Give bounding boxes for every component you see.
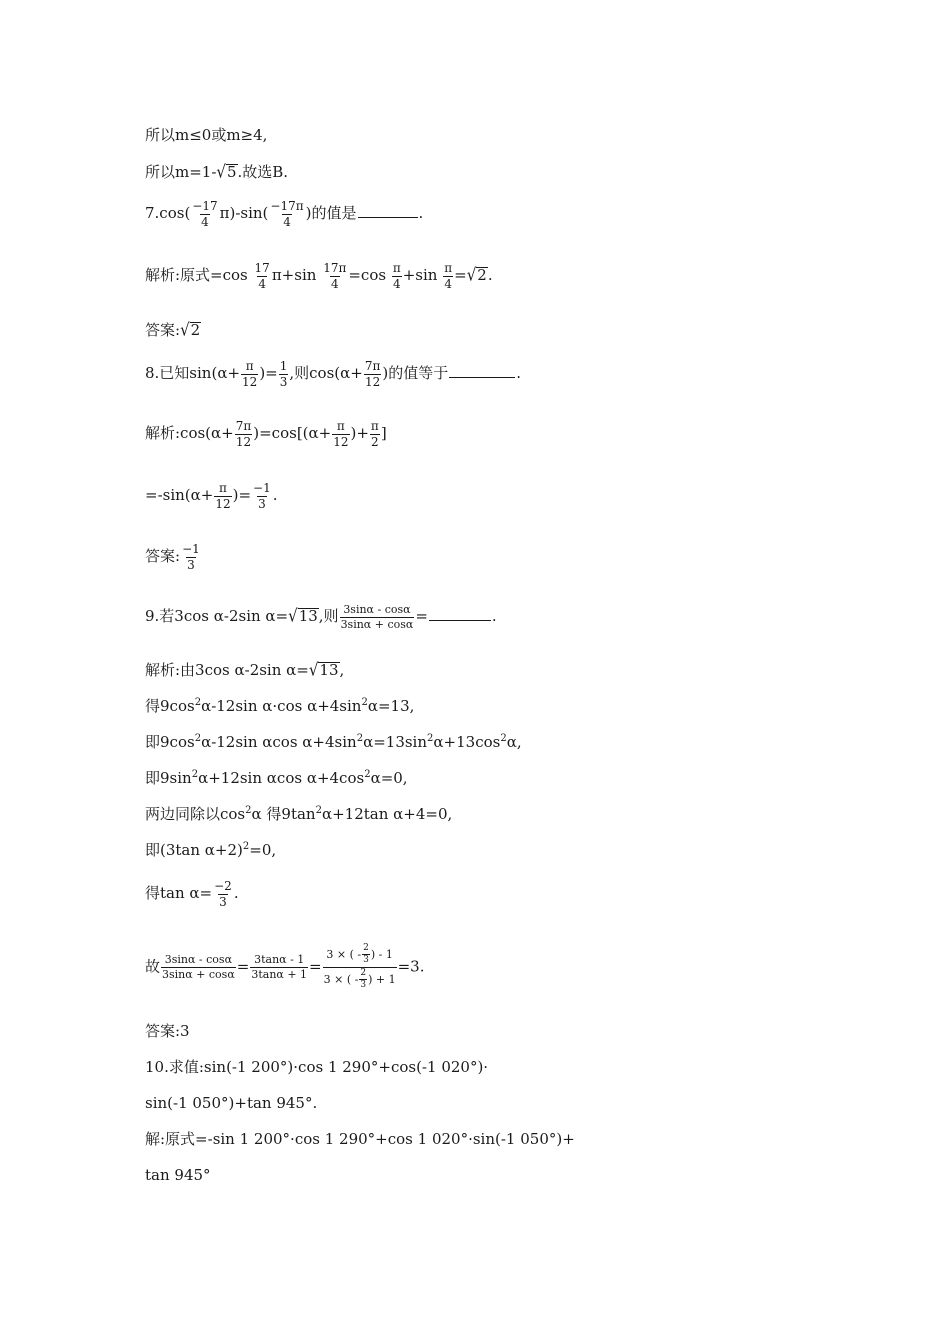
solution-8-cont xyxy=(145,482,278,510)
fraction xyxy=(181,543,201,571)
text: 3 × ( - xyxy=(323,972,359,986)
text: . xyxy=(418,204,424,223)
text: α=13, xyxy=(367,697,415,715)
text: 3 × ( - xyxy=(326,947,362,961)
text: 故 xyxy=(145,957,161,976)
answer-7 xyxy=(145,319,201,341)
text: =-sin(α+ xyxy=(145,486,214,505)
text: ) - 1 xyxy=(370,947,393,961)
superscript: 2 xyxy=(500,733,507,744)
text: ] xyxy=(380,424,387,443)
superscript: 2 xyxy=(356,733,364,744)
text: α-12sin α·cos α+4sin xyxy=(201,697,362,715)
text: =3. xyxy=(397,957,425,976)
solution-9 xyxy=(145,659,345,681)
text: α+12sin αcos α+4cos xyxy=(198,769,365,787)
solution-9-step7 xyxy=(145,880,239,908)
solution-9-step2 xyxy=(145,698,414,714)
denominator: 12 xyxy=(364,374,381,389)
fraction xyxy=(250,954,308,980)
denominator: 4 xyxy=(392,276,401,291)
fraction xyxy=(214,482,231,510)
numerator: −1 xyxy=(253,481,271,495)
text: , xyxy=(339,661,345,679)
fraction xyxy=(322,262,347,290)
numerator: 3tanα - 1 xyxy=(254,953,305,967)
denominator: 4 xyxy=(444,276,453,291)
solution-9-step4 xyxy=(145,770,408,786)
fraction xyxy=(269,200,304,228)
denominator: 4 xyxy=(330,276,339,291)
text: 两边同除以cos xyxy=(145,805,246,823)
question-7 xyxy=(145,200,423,228)
sqrt: √2 xyxy=(466,264,487,286)
sqrt: √13 xyxy=(308,659,339,681)
numerator: −1 xyxy=(182,542,200,556)
solution-9-step8 xyxy=(145,944,424,991)
solution-8 xyxy=(145,420,387,448)
denominator: 3sinα + cosα xyxy=(162,967,235,981)
numerator: π xyxy=(219,481,227,495)
radicand: 2 xyxy=(190,321,201,339)
text: = xyxy=(309,957,322,976)
superscript: 2 xyxy=(194,697,202,708)
numerator: 7π xyxy=(235,419,252,433)
numerator: −17 xyxy=(192,199,218,213)
fraction xyxy=(364,360,382,388)
text: +sin xyxy=(402,266,438,285)
fraction xyxy=(191,200,218,228)
denominator: 3 xyxy=(360,980,367,991)
text: )+ xyxy=(350,424,369,443)
question-9 xyxy=(145,604,497,630)
fraction xyxy=(332,420,349,448)
text: 得9cos xyxy=(145,697,195,715)
sqrt: √13 xyxy=(288,605,318,627)
text: α+12tan α+4=0, xyxy=(321,805,453,823)
sqrt: √2 xyxy=(180,319,201,341)
text: 解析:由3cos α-2sin α= xyxy=(145,661,309,679)
solution-10-cont: tan 945° xyxy=(145,1166,211,1184)
answer-8 xyxy=(145,543,202,571)
line-m-answer xyxy=(145,161,289,183)
text: 7.cos( xyxy=(145,204,191,223)
denominator: 12 xyxy=(215,496,231,511)
denominator: 3 xyxy=(279,374,288,389)
text: 即9sin xyxy=(145,769,192,787)
numerator: 17π xyxy=(323,261,347,275)
numerator: −2 xyxy=(214,879,232,893)
denominator: 3 xyxy=(363,955,369,966)
text: 8.已知sin(α+ xyxy=(145,364,241,383)
question-10-cont: sin(-1 050°)+tan 945°. xyxy=(145,1094,318,1112)
denominator: 3 xyxy=(258,496,266,511)
superscript: 2 xyxy=(427,733,434,744)
solution-7 xyxy=(145,262,493,290)
text: 所以m=1- xyxy=(145,163,217,181)
numerator: 2 xyxy=(360,967,367,978)
text: α=0, xyxy=(370,769,408,787)
numerator: 2 xyxy=(363,943,369,953)
fraction xyxy=(235,420,253,448)
radicand: 13 xyxy=(298,607,318,626)
text: π)-sin( xyxy=(219,204,269,223)
numerator: π xyxy=(370,419,379,433)
fraction xyxy=(279,360,289,388)
text: 9.若3cos α-2sin α= xyxy=(145,607,289,626)
line-m-range: 所以m≤0或m≥4, xyxy=(145,126,268,144)
text: α, xyxy=(506,733,522,751)
superscript: 2 xyxy=(245,805,252,816)
text: 解析:cos(α+ xyxy=(145,424,234,443)
text: =0, xyxy=(249,841,277,859)
text: =cos xyxy=(348,266,387,285)
fraction xyxy=(370,420,380,448)
answer-blank[interactable] xyxy=(429,620,491,621)
text: )的值等于 xyxy=(382,364,449,383)
numerator: 17 xyxy=(254,261,270,275)
text: 答案: xyxy=(145,547,181,566)
numerator: −17π xyxy=(270,199,304,213)
text: α+13cos xyxy=(433,733,501,751)
text: = xyxy=(454,266,467,285)
fraction xyxy=(213,880,233,908)
text: ) + 1 xyxy=(368,972,396,986)
fraction xyxy=(392,262,402,290)
text: α 得9tan xyxy=(251,805,316,823)
text: 得tan α= xyxy=(145,884,213,903)
text: α=13sin xyxy=(363,733,428,751)
denominator: 12 xyxy=(333,434,349,449)
denominator: 4 xyxy=(201,214,209,229)
text: . xyxy=(516,364,521,383)
numerator: 7π xyxy=(364,359,381,373)
denominator: 4 xyxy=(258,276,266,291)
fraction xyxy=(254,262,271,290)
answer-9: 答案:3 xyxy=(145,1022,190,1040)
fraction xyxy=(359,969,367,991)
answer-blank[interactable] xyxy=(449,377,515,378)
solution-9-step3 xyxy=(145,734,522,750)
denominator: 12 xyxy=(242,374,258,389)
fraction xyxy=(340,604,415,630)
superscript: 2 xyxy=(315,805,322,816)
text: 解析:原式=cos xyxy=(145,266,248,285)
numerator: π xyxy=(444,261,453,275)
fraction xyxy=(362,944,370,966)
radicand: 13 xyxy=(319,661,339,679)
solution-9-step5 xyxy=(145,806,452,822)
superscript: 2 xyxy=(361,697,368,708)
question-10: 10.求值:sin(-1 200°)·cos 1 290°+cos(-1 020°)· xyxy=(145,1058,489,1076)
text: . xyxy=(491,607,497,626)
answer-blank[interactable] xyxy=(358,217,418,218)
text: . xyxy=(487,266,493,285)
text: )= xyxy=(259,364,278,383)
numerator: π xyxy=(392,261,401,275)
superscript: 2 xyxy=(194,733,202,744)
fraction xyxy=(443,262,453,290)
text: )的值是 xyxy=(305,204,357,223)
numerator: π xyxy=(336,419,345,433)
denominator: 3tanα + 1 xyxy=(251,967,308,981)
denominator: 3 xyxy=(219,894,227,909)
fraction xyxy=(161,954,236,980)
text: . xyxy=(233,884,239,903)
text: = xyxy=(415,607,428,626)
solution-9-step6 xyxy=(145,842,276,858)
compound-fraction xyxy=(323,944,397,991)
numerator: 3sinα - cosα xyxy=(164,953,233,967)
denominator: 2 xyxy=(371,434,379,449)
text: α-12sin αcos α+4sin xyxy=(201,733,357,751)
text: . xyxy=(272,486,278,505)
denominator xyxy=(323,967,397,991)
text: )=cos[(α+ xyxy=(253,424,332,443)
denominator: 3sinα + cosα xyxy=(340,617,414,631)
text: 即9cos xyxy=(145,733,195,751)
text: 答案: xyxy=(145,321,181,339)
numerator: 1 xyxy=(279,359,288,373)
sqrt: √5 xyxy=(216,161,237,183)
solution-10: 解:原式=-sin 1 200°·cos 1 290°+cos 1 020°·sin(-1 050°)+ xyxy=(145,1130,575,1148)
denominator: 4 xyxy=(283,214,291,229)
denominator: 3 xyxy=(187,557,195,572)
radicand: 2 xyxy=(477,266,487,285)
text: 即(3tan α+2) xyxy=(145,841,243,859)
superscript: 2 xyxy=(191,769,199,780)
numerator xyxy=(325,944,393,967)
text: = xyxy=(236,957,250,976)
denominator: 12 xyxy=(235,434,252,449)
text: )= xyxy=(232,486,252,505)
numerator: 3sinα - cosα xyxy=(343,603,411,616)
numerator: π xyxy=(245,359,254,373)
superscript: 2 xyxy=(242,841,250,852)
fraction xyxy=(252,482,272,510)
text: ,则 xyxy=(318,607,339,626)
radicand: 5 xyxy=(226,163,237,181)
text: ,则cos(α+ xyxy=(289,364,363,383)
fraction xyxy=(241,360,258,388)
superscript: 2 xyxy=(364,769,371,780)
text: π+sin xyxy=(271,266,317,285)
question-8 xyxy=(145,360,521,388)
text: .故选B. xyxy=(237,163,289,181)
